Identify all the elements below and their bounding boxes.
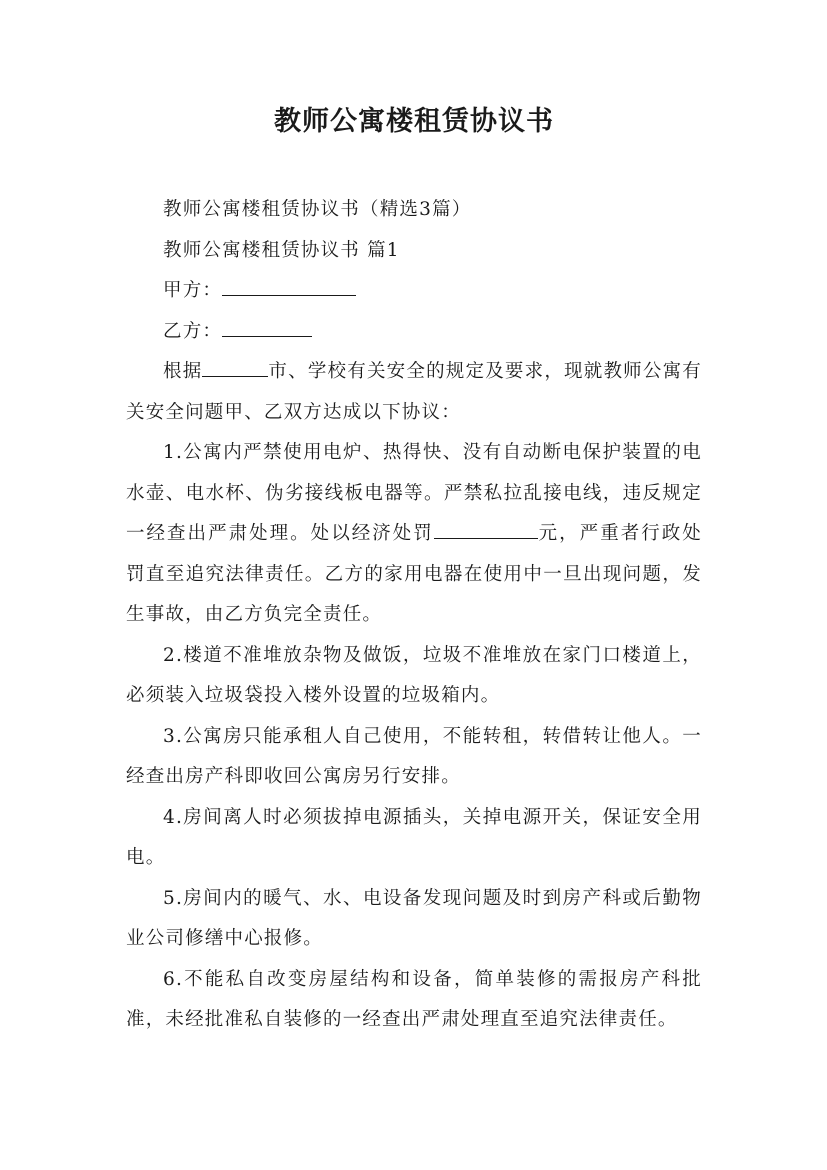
fine-amount-blank: [434, 524, 538, 539]
clause-3: 3.公寓房只能承租人自己使用，不能转租，转借转让他人。一经查出房产科即收回公寓房另行安排。: [126, 725, 702, 787]
party-b-line: [126, 312, 702, 353]
clause-6: 6.不能私自改变房屋结构和设备，简单装修的需报房产科批准，未经批准私自装修的一经查出严肃处理直至追究法律责任。: [126, 968, 702, 1030]
intro-paragraph: [126, 352, 702, 433]
party-a-line: [126, 271, 702, 312]
party-b-blank: [222, 322, 312, 337]
section-heading: 教师公寓楼租赁协议书 篇1: [163, 239, 400, 261]
party-a-label: 甲方：: [163, 280, 223, 301]
city-blank: [202, 362, 268, 377]
document-body: [126, 190, 702, 1041]
subtitle-line: 教师公寓楼租赁协议书（精选3篇）: [163, 199, 472, 220]
clause-1-text-start: 1.公寓内严禁使用电炉、热得快、没有自动断电保护装置的电水壶、电水杯、伪劣接线板电器等。严禁私拉乱接电线，违反规定一经查出严肃处理。处以经济处罚: [126, 442, 702, 544]
party-b-label: 乙方：: [163, 320, 223, 342]
clause-4: 4.房间离人时必须拔掉电源插头，关掉电源开关，保证安全用电。: [126, 806, 702, 868]
clause-5: 5.房间内的暖气、水、电设备发现问题及时到房产科或后勤物业公司修缮中心报修。: [126, 887, 702, 949]
clause-1-text-end: 元，严重者行政处罚直至追究法律责任。乙方的家用电器在使用中一旦出现问题，发生事故，由乙方负完全责任。: [126, 523, 702, 625]
intro-text-start: 根据: [163, 361, 203, 382]
intro-text-end: 市、学校有关安全的规定及要求，现就教师公寓有关安全问题甲、乙双方达成以下协议：: [126, 361, 702, 423]
clause-1: [126, 433, 702, 636]
document-title: 教师公寓楼租赁协议书: [274, 106, 554, 137]
party-a-blank: [222, 281, 356, 296]
clause-2: 2.楼道不准堆放杂物及做饭，垃圾不准堆放在家门口楼道上，必须装入垃圾袋投入楼外设置的垃圾箱内。: [126, 644, 702, 706]
